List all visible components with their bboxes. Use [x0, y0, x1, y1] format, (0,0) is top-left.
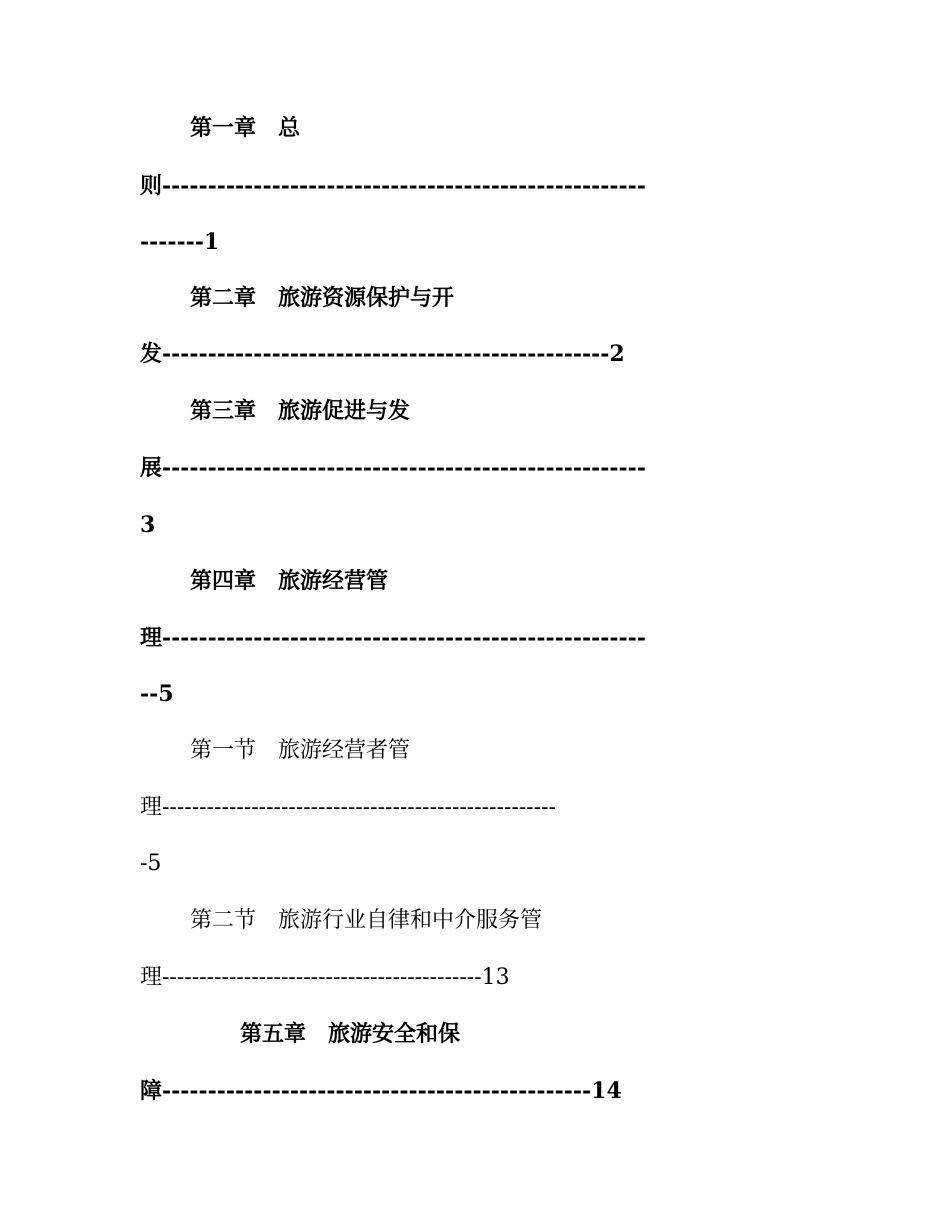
- toc-chapter-2-title: 第二章 旅游资源保护与开: [190, 285, 455, 311]
- toc-section-1-leader: 理-----------------------------------------------------: [140, 795, 556, 820]
- toc-chapter-3-page: 3: [140, 512, 156, 538]
- toc-chapter-1-leader: 则-----------------------------------------------------: [140, 173, 646, 199]
- toc-section-2-title: 第二节 旅游行业自律和中介服务管: [190, 908, 543, 933]
- toc-chapter-3-leader: 展-----------------------------------------------------: [140, 455, 646, 481]
- toc-chapter-4-page: --5: [140, 681, 174, 707]
- toc-chapter-1-title: 第一章 总: [190, 115, 301, 141]
- toc-section-1-title: 第一节 旅游经营者管: [190, 738, 411, 763]
- toc-chapter-5-leader: 障-----------------------------------------------14: [140, 1078, 622, 1104]
- toc-chapter-4-leader: 理-----------------------------------------------------: [140, 625, 646, 651]
- toc-chapter-2-leader: 发-------------------------------------------------2: [140, 341, 625, 367]
- toc-section-1-page: -5: [140, 851, 162, 876]
- toc-chapter-3-title: 第三章 旅游促进与发: [190, 398, 411, 424]
- toc-chapter-4-title: 第四章 旅游经营管: [190, 568, 389, 594]
- toc-chapter-5-title: 第五章 旅游安全和保: [240, 1021, 461, 1047]
- toc-section-2-leader: 理-------------------------------------------13: [140, 965, 510, 990]
- toc-chapter-1-page: -------1: [140, 229, 220, 255]
